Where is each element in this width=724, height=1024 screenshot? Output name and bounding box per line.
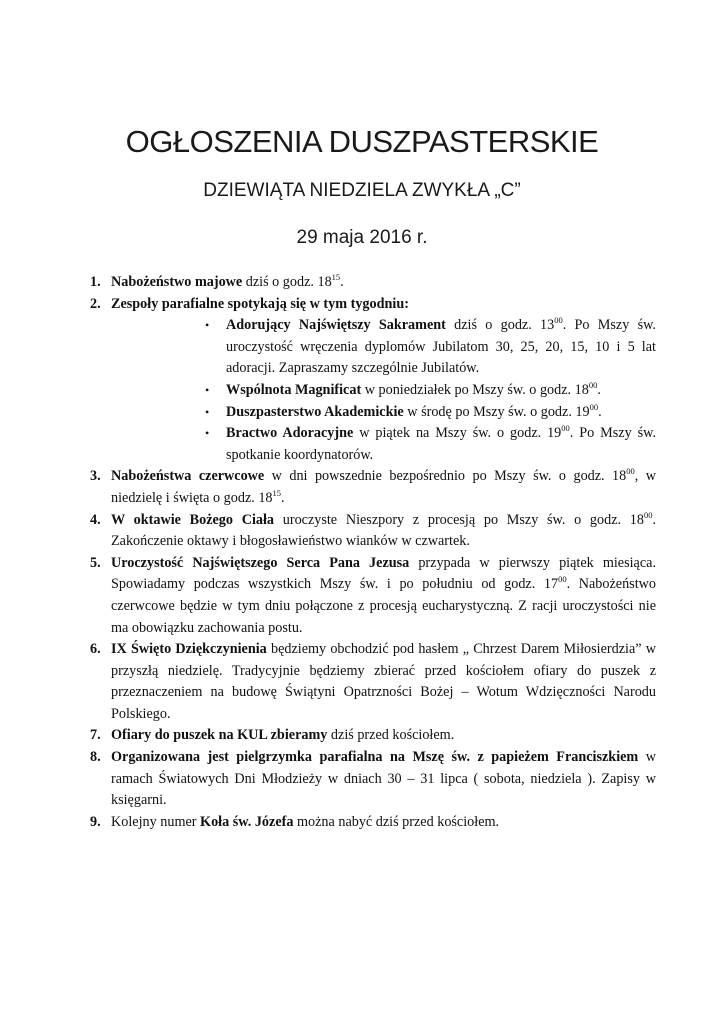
group-name: Adorujący Najświętszy Sakrament (226, 317, 446, 334)
list-item-2 (90, 294, 656, 316)
group-name: Bractwo Adoracyjne (226, 425, 354, 442)
announcement-list (90, 272, 656, 833)
item-heading: Nabożeństwa czerwcowe (111, 468, 265, 485)
bullet-icon: • (205, 426, 210, 441)
item-heading: IX Święto Dziękczynienia (111, 641, 267, 658)
item-number: 2. (90, 295, 101, 312)
item-heading: Nabożeństwo majowe (111, 274, 243, 290)
bullet-icon: • (205, 404, 210, 419)
item-heading: Ofiary do puszek na KUL zbieramy (111, 727, 328, 744)
item-number: 7. (90, 727, 101, 744)
list-item-6: 6. IX Święto Dziękczynienia będziemy obchodzić pod hasłem „ Chrzest Darem Miłosierdzia” w przyszłą niedzielę. Tradycyjnie będziemy zbierać przed kościołem ofiary do puszek z przeznaczeniem na budowę Świątyni Opatrzności Bożej – Wotum Wdzięczności Narodu Polskiego. (90, 641, 656, 722)
page-title: OGŁOSZENIA DUSZPASTERSKIE (125, 124, 599, 159)
item-number: 6. (90, 641, 101, 658)
list-item-7: 7. Ofiary do puszek na KUL zbieramy dziś przed kościołem. (90, 725, 656, 747)
list-item-3: 3. Nabożeństwa czerwcowe w dni powszednie bezpośrednio po Mszy św. o godz. $18^{00}$, w niedzielę i święta o godz. $18^{15}$. (90, 466, 656, 506)
list-item-4: 4. W oktawie Bożego Ciała uroczyste Nieszpory z procesją po Mszy św. o godz. $18^{00}$. Zakończenie oktawy i błogosławieństwo wianków w czwartek. (90, 509, 656, 550)
item-heading: Organizowana jest pielgrzymka parafialna na Mszę św. z papieżem Franciszkiem (111, 749, 639, 766)
item-heading: Koła św. Józefa (200, 813, 294, 830)
group-item-brotherhood: • Bractwo Adoracyjne w piątek na Mszy św. o godz. $19^{00}$. Po Mszy św. spotkanie koordynatorów. (205, 423, 656, 463)
item-heading: W oktawie Bożego Ciała (111, 511, 275, 528)
bullet-icon: • (205, 318, 210, 333)
list-item-5: 5. Uroczystość Najświętszego Serca Pana Jezusa przypada w pierwszy piątek miesiąca. Spowiadamy podczas wszystkich Mszy św. i po południu od godz. $17^{00}$. Nabożeństwo czerwcowe będzie w tym dniu połączone z procesją eucharystyczną. Z racji uroczystości nie ma obowiązku zachowania postu. (90, 554, 656, 636)
item-number: 4. (90, 511, 101, 528)
bullet-icon: • (205, 382, 210, 397)
groups-sublist (204, 315, 656, 466)
item-number: 8. (90, 749, 101, 766)
item-number: 5. (90, 554, 101, 571)
group-name: Wspólnota Magnificat (226, 381, 362, 398)
item-heading: Uroczystość Najświętszego Serca Pana Jezusa (111, 554, 410, 571)
list-item-8: 8. Organizowana jest pielgrzymka parafialna na Mszę św. z papieżem Franciszkiem w ramach Światowych Dni Młodzieży w dniach 30 – 31 lipca ( sobota, niedziela ). Zapisy w księgarni. (90, 749, 656, 809)
group-item-academic: • Duszpasterstwo Akademickie w środę po Mszy św. o godz. $19^{00}$. (204, 402, 656, 424)
item-number: 3. (90, 468, 101, 485)
group-item-adoration: • Adorujący Najświętszy Sakrament dziś o godz. $13^{00}$. Po Mszy św. uroczystość wręczenia dyplomów Jubilatom 30, 25, 20, 15, 10 i 5 lat adoracji. Zapraszamy szczególnie Jubilatów. (205, 315, 656, 377)
item-heading: Zespoły parafialne spotykają się w tym tygodniu: (111, 295, 409, 312)
group-name: Duszpasterstwo Akademickie (226, 403, 404, 420)
item-number: 1. (90, 274, 101, 290)
item-number: 9. (90, 813, 101, 830)
page-subtitle: DZIEWIĄTA NIEDZIELA ZWYKŁA „C” (203, 180, 521, 201)
list-item-1: 1. Nabożeństwo majowe dziś o godz. $18^{15}$. (90, 272, 656, 294)
list-item-9: 9. Kolejny numer Koła św. Józefa można nabyć dziś przed kościołem. (90, 812, 656, 834)
announcement-date: 29 maja 2016 r. (296, 227, 428, 248)
group-item-magnificat: • Wspólnota Magnificat w poniedziałek po Mszy św. o godz. $18^{00}$. (204, 380, 656, 402)
